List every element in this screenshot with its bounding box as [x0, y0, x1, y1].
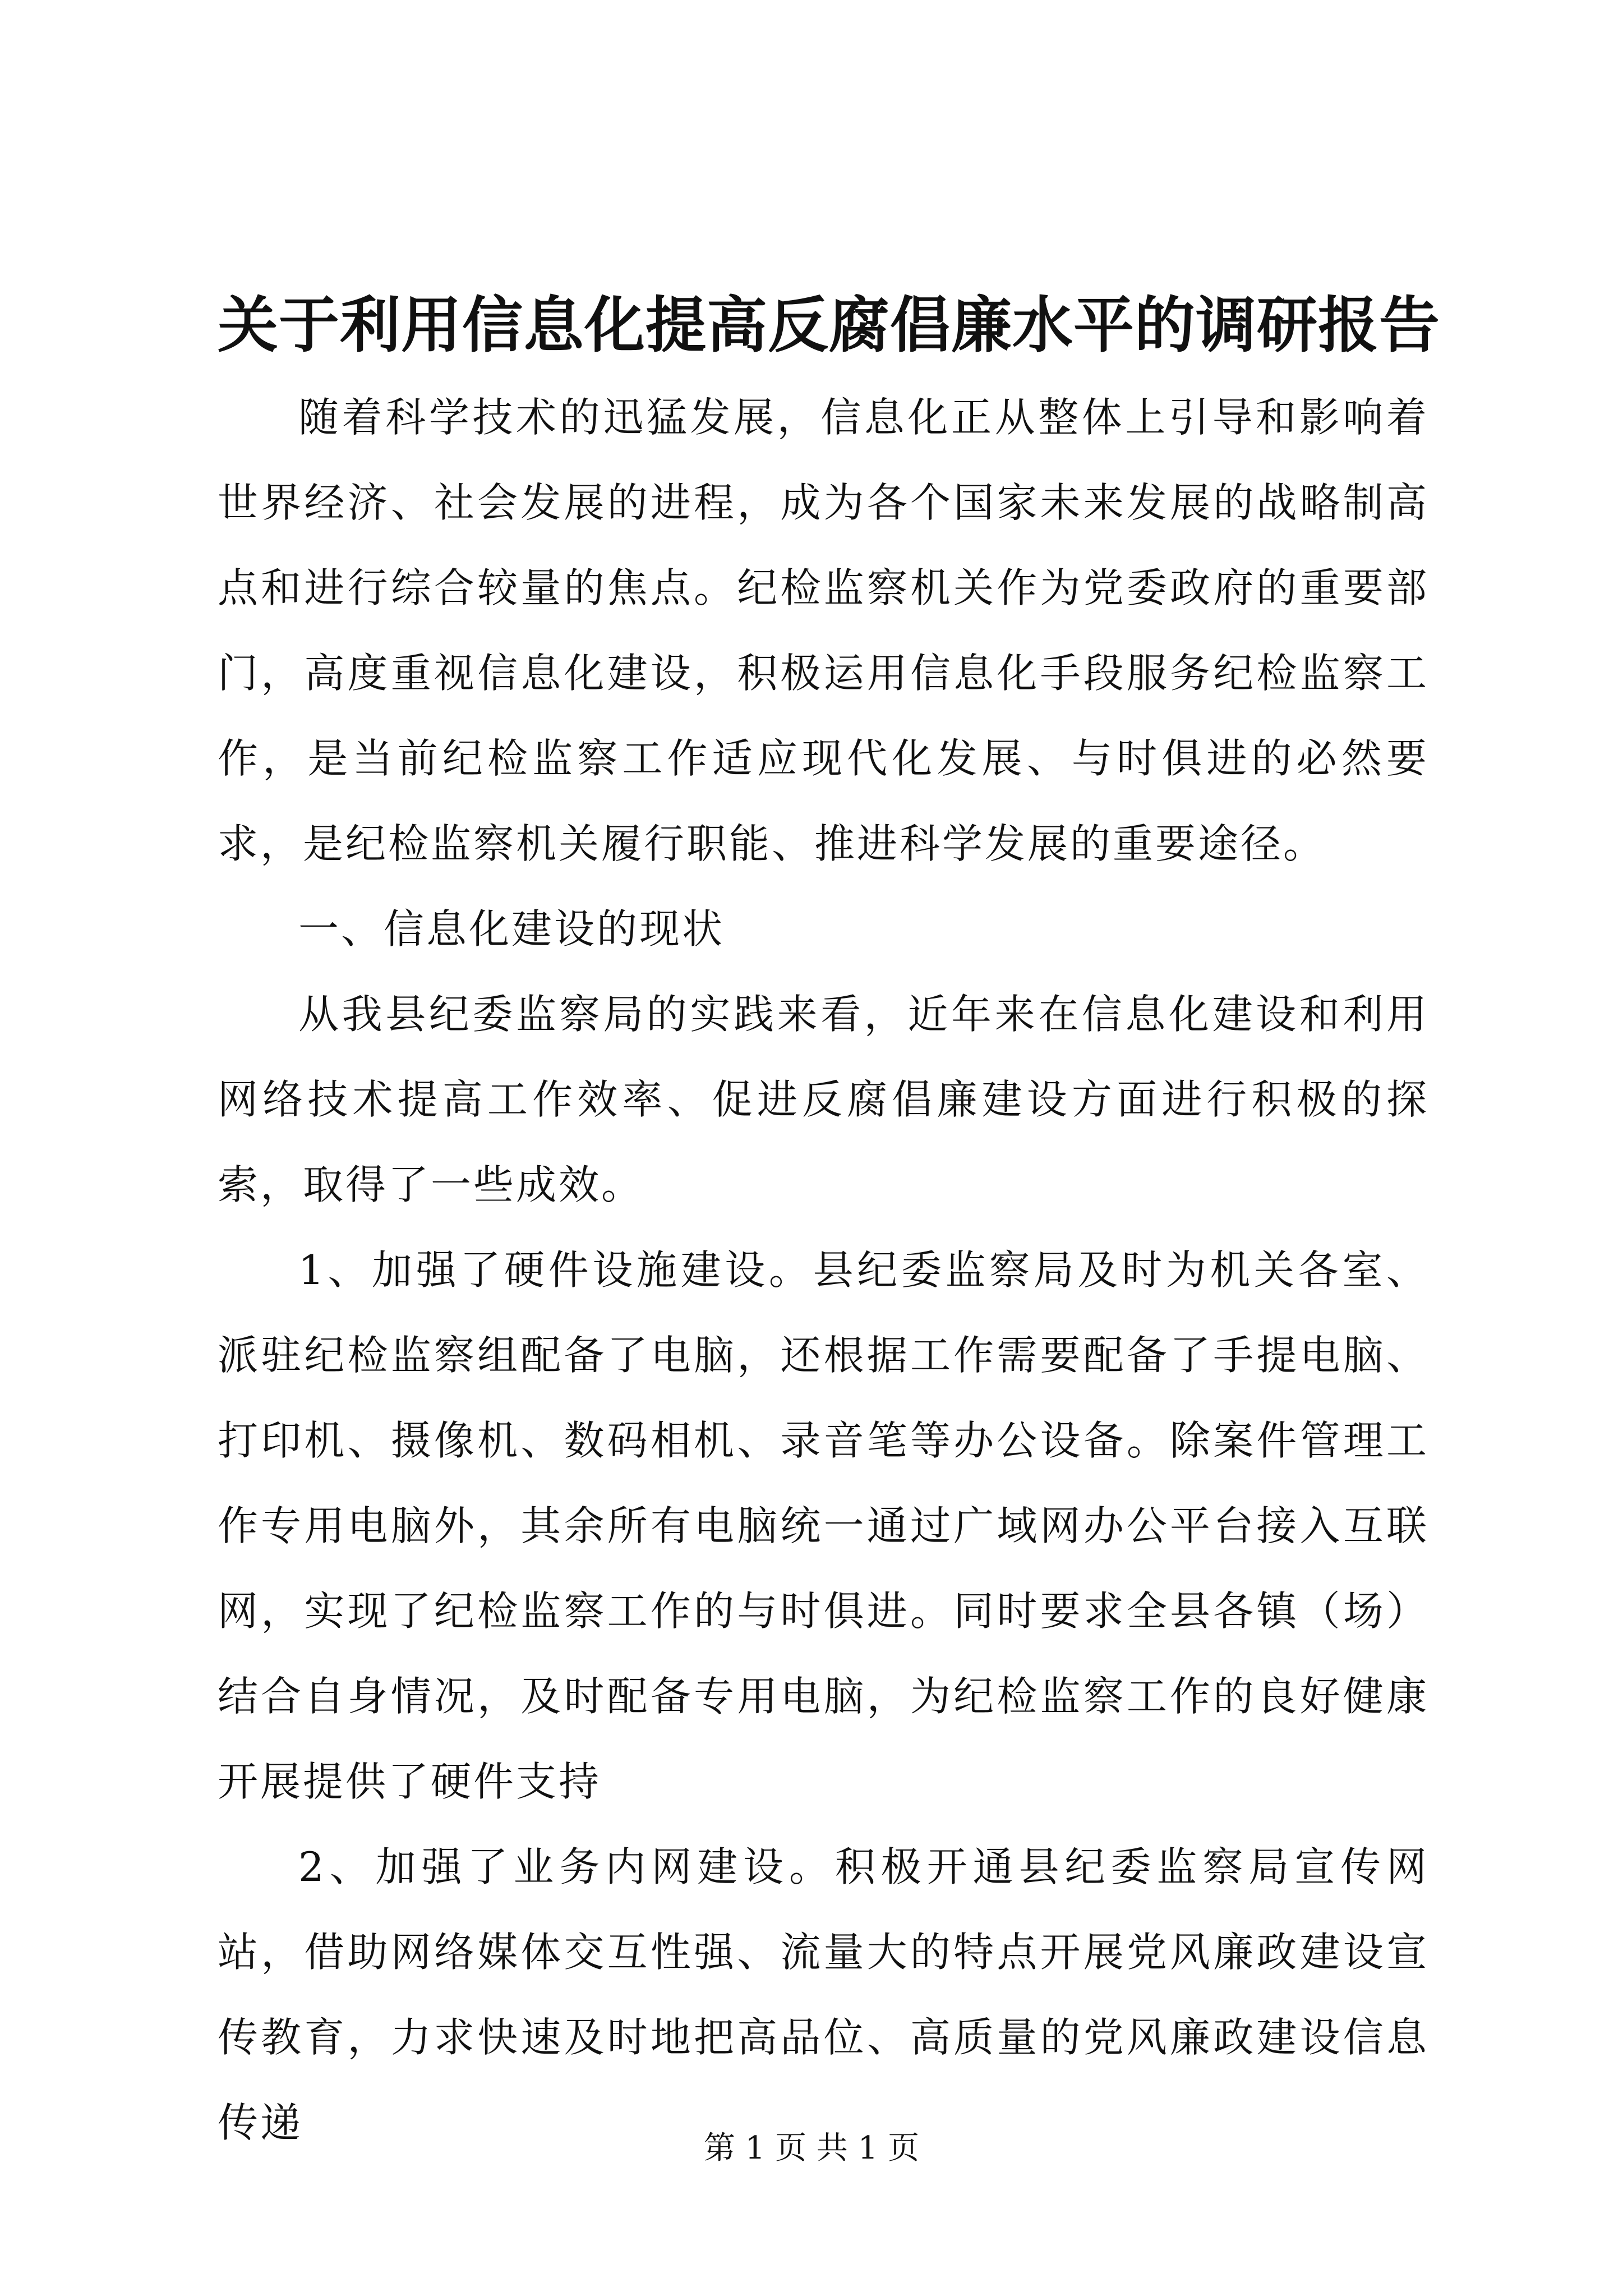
page-footer: 第 1 页 共 1 页: [703, 2130, 920, 2166]
paragraph-intranet: 2、加强了业务内网建设。积极开通县纪委监察局宣传网站，借助网络媒体交互性强、流量大的特点开展党风廉政建设宣传教育，力求快速及时地把高品位、高质量的党风廉政建设信息传递: [218, 1843, 1429, 2146]
document-title: 关于利用信息化提高反腐倡廉水平的调研报告: [218, 290, 1441, 361]
paragraph-hardware: 1、加强了硬件设施建设。县纪委监察局及时为机关各室、派驻纪检监察组配备了电脑，还根据工作需要配备了手提电脑、打印机、摄像机、数码相机、录音笔等办公设备。除案件管理工作专用电脑外，其余所有电脑统一通过广域网办公平台接入互联网，实现了纪检监察工作的与时俱进。同时要求全县各镇（场）结合自身情况，及时配备专用电脑，为纪检监察工作的良好健康开展提供了硬件支持: [218, 1246, 1429, 1805]
paragraph-practice: 从我县纪委监察局的实践来看，近年来在信息化建设和利用网络技术提高工作效率、促进反腐倡廉建设方面进行积极的探索，取得了一些成效。: [218, 991, 1429, 1208]
document-body: [218, 375, 1429, 2165]
section-heading-status: 一、信息化建设的现状: [298, 905, 725, 953]
paragraph-intro: 随着科学技术的迅猛发展，信息化正从整体上引导和影响着世界经济、社会发展的进程，成为各个国家未来发展的战略制高点和进行综合较量的焦点。纪检监察机关作为党委政府的重要部门，高度重视信息化建设，积极运用信息化手段服务纪检监察工作，是当前纪检监察工作适应现代化发展、与时俱进的必然要求，是纪检监察机关履行职能、推进科学发展的重要途径。: [218, 394, 1429, 867]
